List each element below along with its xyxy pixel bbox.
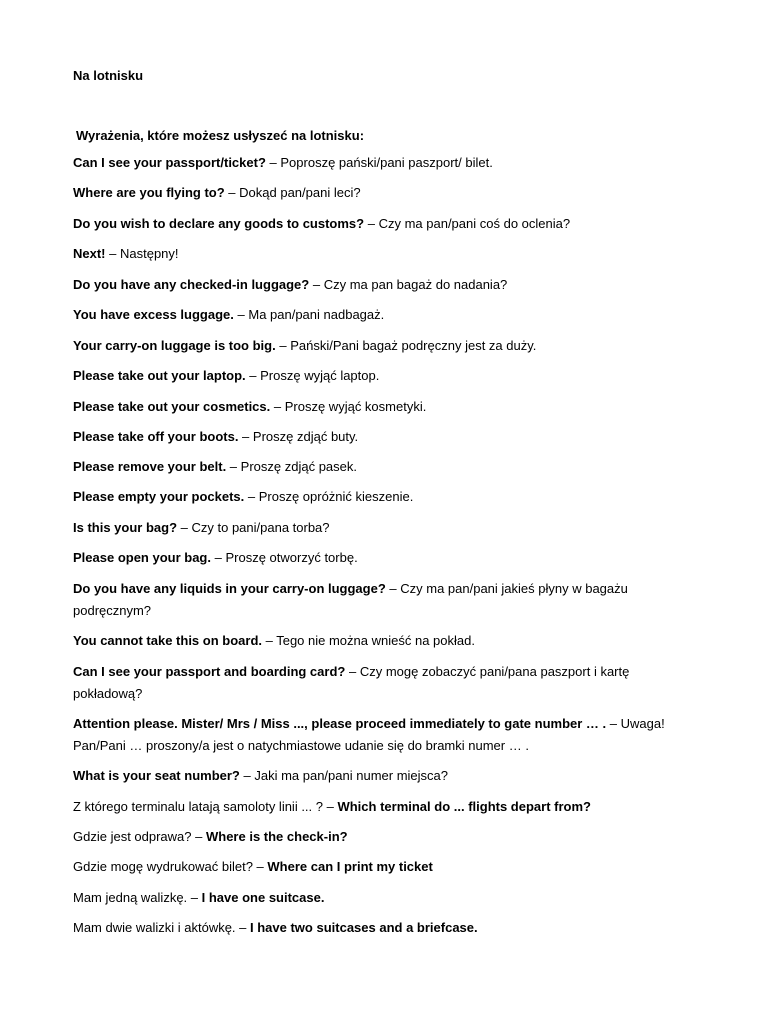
phrase-english: Please take off your boots.	[73, 429, 239, 444]
phrase-polish: Poproszę pański/pani paszport/ bilet.	[280, 155, 493, 170]
phrase-english: Please empty your pockets.	[73, 489, 245, 504]
phrase-polish: Proszę wyjąć laptop.	[260, 368, 380, 383]
phrase-separator: –	[105, 246, 120, 261]
phrase-polish: Czy ma pan/pani jakieś płyny w bagażu podręcznym?	[73, 581, 628, 618]
phrase-polish: Proszę wyjąć kosmetyki.	[284, 399, 427, 414]
phrase-separator: –	[191, 829, 206, 844]
phrase-separator: –	[309, 277, 324, 292]
phrase-polish: Dokąd pan/pani leci?	[239, 185, 361, 200]
phrase-entry	[73, 274, 673, 296]
phrase-separator: –	[235, 920, 251, 935]
phrase-entry	[73, 578, 673, 621]
phrase-polish: Proszę otworzyć torbę.	[225, 550, 358, 565]
phrase-separator: –	[226, 459, 241, 474]
phrase-separator: –	[239, 768, 255, 783]
phrase-polish: Czy ma pan bagaż do nadania?	[323, 277, 508, 292]
phrase-polish: Czy to pani/pana torba?	[191, 520, 330, 535]
phrase-entry	[73, 243, 673, 265]
phrase-separator: –	[187, 890, 202, 905]
phrase-entry	[73, 517, 673, 539]
phrase-separator: –	[224, 185, 240, 200]
phrase-entry	[73, 335, 673, 357]
phrase-polish: Jaki ma pan/pani numer miejsca?	[254, 768, 448, 783]
phrase-entry	[73, 456, 673, 478]
phrase-separator: –	[606, 716, 621, 731]
phrase-english: I have two suitcases and a briefcase.	[250, 920, 478, 935]
phrase-entry	[73, 365, 673, 387]
phrase-separator: –	[262, 633, 277, 648]
phrase-entry	[73, 661, 673, 704]
phrase-polish: Proszę zdjąć pasek.	[240, 459, 357, 474]
phrase-polish: Czy ma pan/pani coś do oclenia?	[378, 216, 571, 231]
phrase-separator: –	[270, 399, 285, 414]
phrase-entry	[73, 396, 673, 418]
phrase-english: You have excess luggage.	[73, 307, 234, 322]
phrase-english: Please take out your cosmetics.	[73, 399, 271, 414]
phrase-english: Please take out your laptop.	[73, 368, 246, 383]
phrase-entry	[73, 630, 673, 652]
phrase-english: Where is the check-in?	[205, 829, 348, 844]
phrase-polish: Gdzie mogę wydrukować bilet?	[73, 859, 253, 874]
phrase-english: Attention please. Mister/ Mrs / Miss ..., please proceed immediately to gate number … .	[73, 716, 607, 731]
phrase-entry	[73, 426, 673, 448]
phrase-polish: Proszę opróżnić kieszenie.	[258, 489, 414, 504]
phrase-entry	[73, 152, 673, 174]
phrase-english: Can I see your passport/ticket?	[73, 155, 266, 170]
page-title: Na lotnisku	[73, 68, 144, 83]
phrase-english: Which terminal do ... flights depart from?	[337, 799, 591, 814]
phrase-english: Do you have any checked-in luggage?	[73, 277, 310, 292]
phrase-polish: Gdzie jest odprawa?	[73, 829, 192, 844]
phrase-english: I have one suitcase.	[201, 890, 325, 905]
phrase-english: Where are you flying to?	[73, 185, 225, 200]
phrase-english: Can I see your passport and boarding card?	[73, 664, 346, 679]
phrase-separator: –	[364, 216, 379, 231]
phrase-polish: Pański/Pani bagaż podręczny jest za duży.	[290, 338, 537, 353]
phrase-english: Where can I print my ticket	[267, 859, 433, 874]
section-subtitle: Wyrażenia, które możesz usłyszeć na lotnisku:	[76, 128, 365, 143]
phrase-english: What is your seat number?	[73, 768, 240, 783]
phrase-separator: –	[265, 155, 281, 170]
phrase-polish: Następny!	[119, 246, 179, 261]
phrase-entry	[73, 765, 673, 787]
phrase-entry	[73, 713, 673, 756]
phrase-entry-reverse	[73, 826, 673, 848]
phrase-separator: –	[244, 489, 259, 504]
phrase-english: Please open your bag.	[73, 550, 211, 565]
phrase-separator: –	[345, 664, 360, 679]
phrase-english: Do you have any liquids in your carry-on luggage?	[73, 581, 386, 596]
phrase-entry	[73, 213, 673, 235]
phrase-english: Your carry-on luggage is too big.	[73, 338, 276, 353]
phrase-polish: Tego nie można wnieść na pokład.	[276, 633, 475, 648]
phrase-entry	[73, 547, 673, 569]
phrase-separator: –	[252, 859, 268, 874]
phrase-polish: Czy mogę zobaczyć pani/pana paszport i kartę pokładową?	[73, 664, 630, 701]
phrase-english: Next!	[73, 246, 106, 261]
phrase-entry-reverse	[73, 917, 673, 939]
phrase-polish: Mam dwie walizki i aktówkę.	[73, 920, 236, 935]
phrase-english: Do you wish to declare any goods to customs?	[73, 216, 365, 231]
phrase-entry-reverse	[73, 796, 673, 818]
phrase-separator: –	[233, 307, 249, 322]
phrase-separator: –	[245, 368, 261, 383]
phrase-separator: –	[177, 520, 192, 535]
phrase-entry-reverse	[73, 887, 673, 909]
phrase-entry-reverse	[73, 856, 673, 878]
phrase-english: Please remove your belt.	[73, 459, 227, 474]
phrase-separator: –	[238, 429, 253, 444]
phrase-polish: Proszę zdjąć buty.	[252, 429, 359, 444]
phrase-entry	[73, 182, 673, 204]
phrase-english: You cannot take this on board.	[73, 633, 262, 648]
phrase-polish: Ma pan/pani nadbagaż.	[248, 307, 385, 322]
phrase-separator: –	[275, 338, 291, 353]
phrase-polish: Uwaga! Pan/Pani … proszony/a jest o natychmiastowe udanie się do bramki numer … .	[73, 716, 665, 753]
phrase-separator: –	[385, 581, 401, 596]
phrase-separator: –	[211, 550, 226, 565]
phrase-polish: Z którego terminalu latają samoloty linii ... ?	[73, 799, 323, 814]
phrase-polish: Mam jedną walizkę.	[73, 890, 188, 905]
phrase-entry	[73, 304, 673, 326]
phrase-english: Is this your bag?	[73, 520, 178, 535]
phrase-entry	[73, 486, 673, 508]
phrase-separator: –	[323, 799, 338, 814]
